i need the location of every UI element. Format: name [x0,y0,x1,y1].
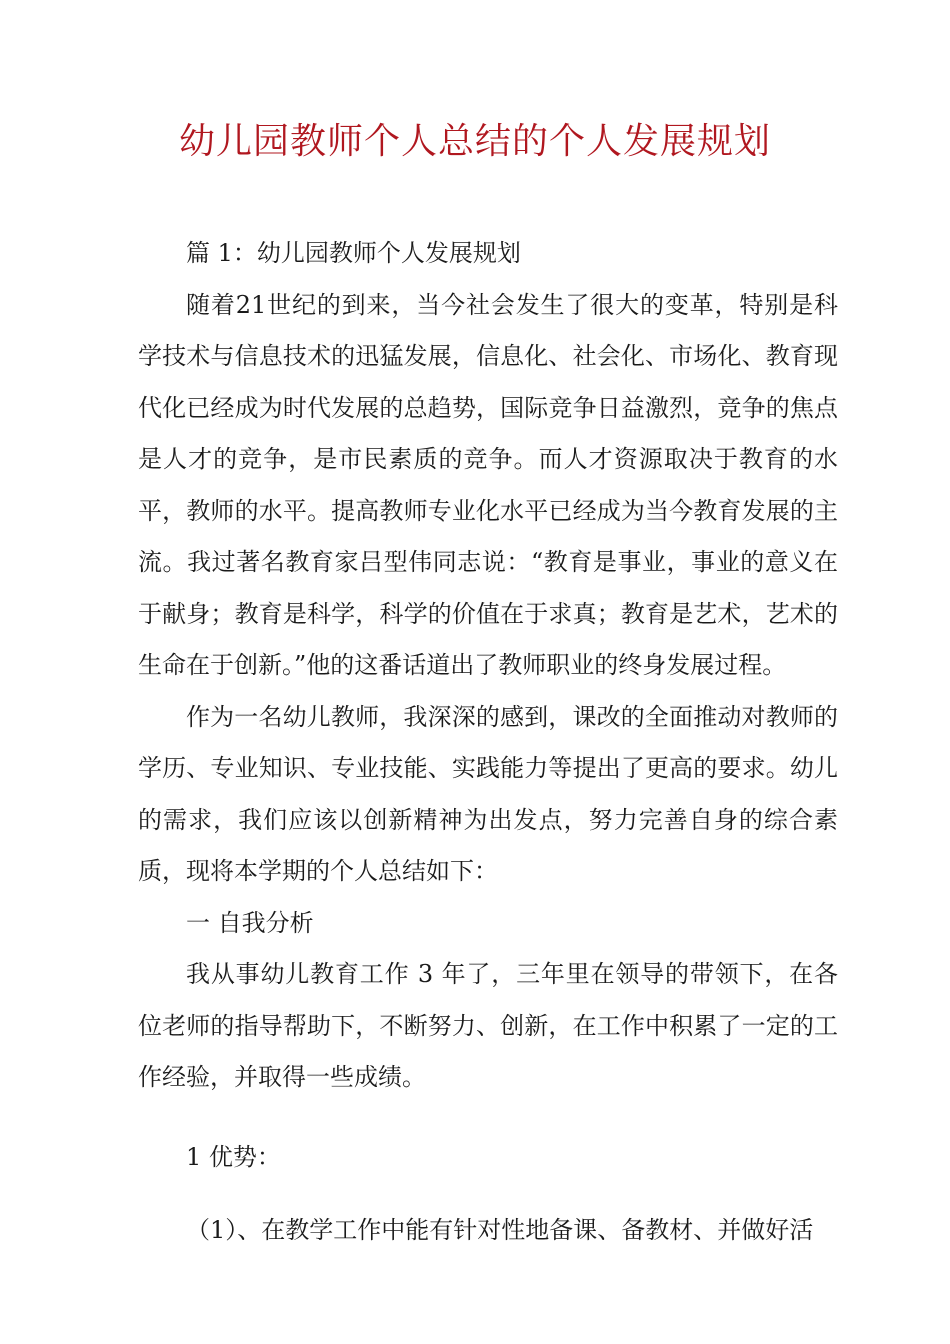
strengths-heading: 1 优势： [186,1142,281,1171]
paragraph-teacher: 作为一名幼儿教师，我深深的感到，课改的全面推动对教师的学历、专业知识、专业技能、实践能力等提出了更高的要求。幼儿的需求，我们应该以创新精神为出发点，努力完善自身的综合素质，现将本学期的个人总结如下： [138,702,838,885]
document-body [138,228,838,1257]
document-title: 幼儿园教师个人总结的个人发展规划 [178,121,771,162]
strength-item-1: （1）、在教学工作中能有针对性地备课、备教材、并做好活 [186,1216,814,1244]
subheading-self-analysis: 一 自我分析 [186,908,314,937]
paragraph-intro: 随着21世纪的到来，当今社会发生了很大的变革，特别是科学技术与信息技术的迅猛发展，信息化、社会化、市场化、教育现代化已经成为时代发展的总趋势，国际竞争日益激烈，竞争的焦点是人才的竞争，是市民素质的竞争。而人才资源取决于教育的水平，教师的水平。提高教师专业化水平已经成为当今教育发展的主流。我过著名教育家吕型伟同志说：“教育是事业，事业的意义在于献身；教育是科学，科学的价值在于求真；教育是艺术，艺术的生命在于创新。”他的这番话道出了教师职业的终身发展过程。 [138,290,838,679]
paragraph-analysis: 我从事幼儿教育工作 3 年了，三年里在领导的带领下，在各位老师的指导帮助下，不断努力、创新，在工作中积累了一定的工作经验，并取得一些成绩。 [138,960,838,1091]
section-heading: 篇 1：幼儿园教师个人发展规划 [186,239,521,267]
